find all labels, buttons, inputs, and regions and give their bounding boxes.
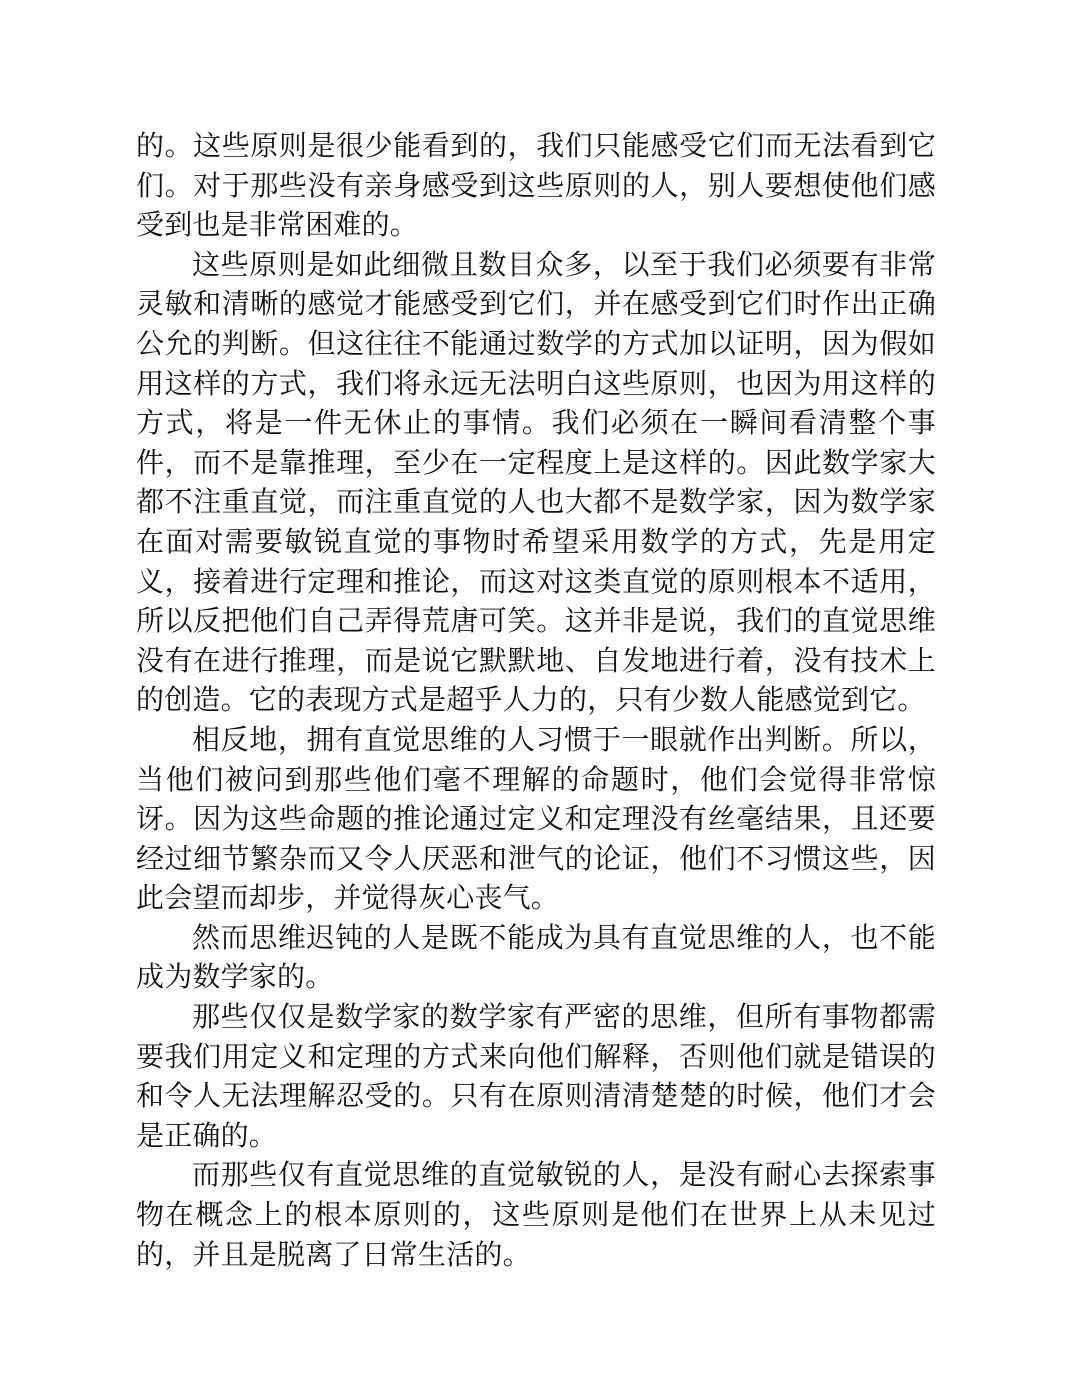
paragraph-1: 的。这些原则是很少能看到的，我们只能感受它们而无法看到它们。对于那些没有亲身感受到这些原则的人，别人要想使他们感受到也是非常困难的。 [136, 129, 936, 242]
paragraph-4: 然而思维迟钝的人是既不能成为具有直觉思维的人，也不能成为数学家的。 [136, 920, 936, 994]
paragraph-6: 而那些仅有直觉思维的直觉敏锐的人，是没有耐心去探索事物在概念上的根本原则的，这些原则是他们在世界上从未见过的，并且是脱离了日常生活的。 [136, 1158, 936, 1271]
paragraph-5: 那些仅仅是数学家的数学家有严密的思维，但所有事物都需要我们用定义和定理的方式来向他们解释，否则他们就是错误的和令人无法理解忍受的。只有在原则清清楚楚的时候，他们才会是正确的。 [136, 1000, 936, 1152]
document-page [136, 126, 936, 1274]
paragraph-3: 相反地，拥有直觉思维的人习惯于一眼就作出判断。所以，当他们被问到那些他们毫不理解的命题时，他们会觉得非常惊讶。因为这些命题的推论通过定义和定理没有丝毫结果，且还要经过细节繁杂而又令人厌恶和泄气的论证，他们不习惯这些，因此会望而却步，并觉得灰心丧气。 [136, 722, 936, 915]
paragraph-2: 这些原则是如此细微且数目众多，以至于我们必须要有非常灵敏和清晰的感觉才能感受到它们，并在感受到它们时作出正确公允的判断。但这往往不能通过数学的方式加以证明，因为假如用这样的方式，我们将永远无法明白这些原则，也因为用这样的方式，将是一件无休止的事情。我们必须在一瞬间看清整个事件，而不是靠推理，至少在一定程度上是这样的。因此数学家大都不注重直觉，而注重直觉的人也大都不是数学家，因为数学家在面对需要敏锐直觉的事物时希望采用数学的方式，先是用定义，接着进行定理和推论，而这对这类直觉的原则根本不适用，所以反把他们自己弄得荒唐可笑。这并非是说，我们的直觉思维没有在进行推理，而是说它默默地、自发地进行着，没有技术上的创造。它的表现方式是超乎人力的，只有少数人能感觉到它。 [136, 247, 936, 717]
